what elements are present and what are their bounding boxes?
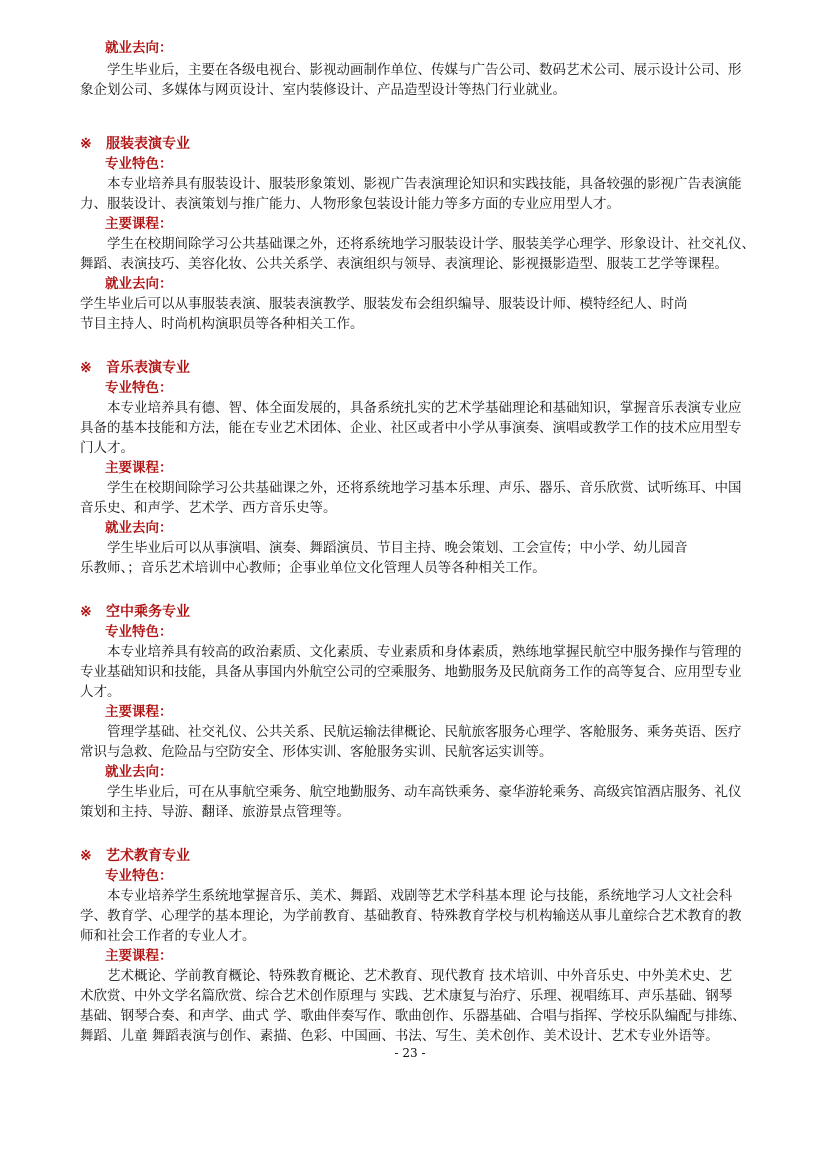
body-line: 术欣赏、中外文学名篇欣赏、综合艺术创作原理与 实践、艺术康复与治疗、乐理、视唱练耳、声乐基础、钢琴 xyxy=(80,988,733,1004)
body-line: 学生毕业后可以从事演唱、演奏、舞蹈演员、节目主持、晚会策划、工会宣传；中小学、幼儿园音 xyxy=(107,540,688,556)
body-line: 音乐史、和声学、艺术学、西方音乐史等。 xyxy=(80,500,337,516)
reference-mark-icon: ※ xyxy=(80,136,92,152)
body-line: 乐教师、；音乐艺术培训中心教师；企事业单位文化管理人员等各种相关工作。 xyxy=(80,560,546,576)
body-line: 常识与急救、危险品与空防安全、形体实训、客舱服务实训、民航客运实训等。 xyxy=(80,744,553,760)
body-line: 基础、钢琴合奏、和声学、曲式 学、歌曲伴奏写作、歌曲创作、乐器基础、合唱与指挥、学校乐队编配与排练、 xyxy=(80,1008,746,1024)
body-line: 学生毕业后，可在从事航空乘务、航空地勤服务、动车高铁乘务、豪华游轮乘务、高级宾馆酒店服务、礼仪 xyxy=(107,784,742,800)
reference-mark-icon: ※ xyxy=(80,360,92,376)
body-line: 本专业培养学生系统地掌握音乐、美术、舞蹈、戏剧等艺术学科基本理 论与技能，系统地学习人文社会科 xyxy=(107,888,733,904)
major-title: 空中乘务专业 xyxy=(106,604,190,620)
major-heading xyxy=(80,358,820,378)
body-line: 本专业培养具有德、智、体全面发展的，具备系统扎实的艺术学基础理论和基础知识，掌握音乐表演专业应 xyxy=(107,400,742,416)
major-title: 服装表演专业 xyxy=(106,136,190,152)
body-line: 管理学基础、社交礼仪、公共关系、民航运输法律概论、民航旅客服务心理学、客舱服务、乘务英语、医疗 xyxy=(107,724,742,740)
body-line: 节目主持人、时尚机构演职员等各种相关工作。 xyxy=(80,316,364,332)
body-line: 人才。 xyxy=(80,684,121,700)
body-line: 专业基础知识和技能，具备从事国内外航空公司的空乘服务、地勤服务及民航商务工作的高等复合、应用型专业 xyxy=(80,664,742,680)
body-line: 艺术概论、学前教育概论、特殊教育概论、艺术教育、现代教育 技术培训、中外音乐史、中外美术史、艺 xyxy=(107,968,733,984)
body-line: 本专业培养具有服装设计、服装形象策划、影视广告表演理论知识和实践技能，具备较强的影视广告表演能 xyxy=(107,176,742,192)
section-label: 就业去向： xyxy=(105,520,173,536)
section-label: 主要课程： xyxy=(105,948,173,964)
page-number: - 23 - xyxy=(394,1046,426,1060)
body-line: 学、教育学、心理学的基本理论，为学前教育、基础教育、特殊教育学校与机构输送从事儿童综合艺术教育的教 xyxy=(80,908,742,924)
body-line: 具备的基本技能和方法，能在专业艺术团体、企业、社区或者中小学从事演奏、演唱或教学工作的技术应用型专 xyxy=(80,420,742,436)
body-line: 力、服装设计、表演策划与推广能力、人物形象包装设计能力等多方面的专业应用型人才。 xyxy=(80,196,620,212)
body-line: 学生在校期间除学习公共基础课之外，还将系统地学习服装设计学、服装美学心理学、形象设计、社交礼仪、 xyxy=(107,236,755,252)
major-heading xyxy=(80,846,820,866)
reference-mark-icon: ※ xyxy=(80,604,92,620)
body-line: 舞蹈、儿童 舞蹈表演与创作、素描、色彩、中国画、书法、写生、美术创作、美术设计、艺术专业外语等。 xyxy=(80,1028,719,1044)
section-label: 专业特色： xyxy=(105,624,173,640)
body-line: 本专业培养具有较高的政治素质、文化素质、专业素质和身体素质，熟练地掌握民航空中服务操作与管理的 xyxy=(107,644,742,660)
section-label: 主要课程： xyxy=(105,216,173,232)
section-label: 就业去向： xyxy=(105,276,173,292)
major-title: 音乐表演专业 xyxy=(106,360,190,376)
body-line: 师和社会工作者的专业人才。 xyxy=(80,928,256,944)
major-title: 艺术教育专业 xyxy=(106,848,190,864)
body-line: 象企划公司、多媒体与网页设计、室内装修设计、产品造型设计等热门行业就业。 xyxy=(80,82,566,98)
section-label: 专业特色： xyxy=(105,868,173,884)
major-heading xyxy=(80,134,820,154)
body-line: 学生毕业后，主要在各级电视台、影视动画制作单位、传媒与广告公司、数码艺术公司、展示设计公司、形 xyxy=(107,62,742,78)
body-line: 学生在校期间除学习公共基础课之外，还将系统地学习基本乐理、声乐、器乐、音乐欣赏、试听练耳、中国 xyxy=(107,480,742,496)
section-label: 专业特色： xyxy=(105,380,173,396)
major-heading xyxy=(80,602,820,622)
section-label: 专业特色： xyxy=(105,156,173,172)
reference-mark-icon: ※ xyxy=(80,848,92,864)
body-line: 学生毕业后可以从事服装表演、服装表演教学、服装发布会组织编导、服装设计师、模特经纪人、时尚 xyxy=(80,296,688,312)
body-line: 门人才。 xyxy=(80,440,134,456)
section-label: 主要课程： xyxy=(105,460,173,476)
section-label: 主要课程： xyxy=(105,704,173,720)
section-label: 就业去向： xyxy=(105,40,173,56)
section-label: 就业去向： xyxy=(105,764,173,780)
body-line: 策划和主持、导游、翻译、旅游景点管理等。 xyxy=(80,804,350,820)
body-line: 舞蹈、表演技巧、美容化妆、公共关系学、表演组织与领导、表演理论、影视摄影造型、服装工艺学等课程。 xyxy=(80,256,728,272)
